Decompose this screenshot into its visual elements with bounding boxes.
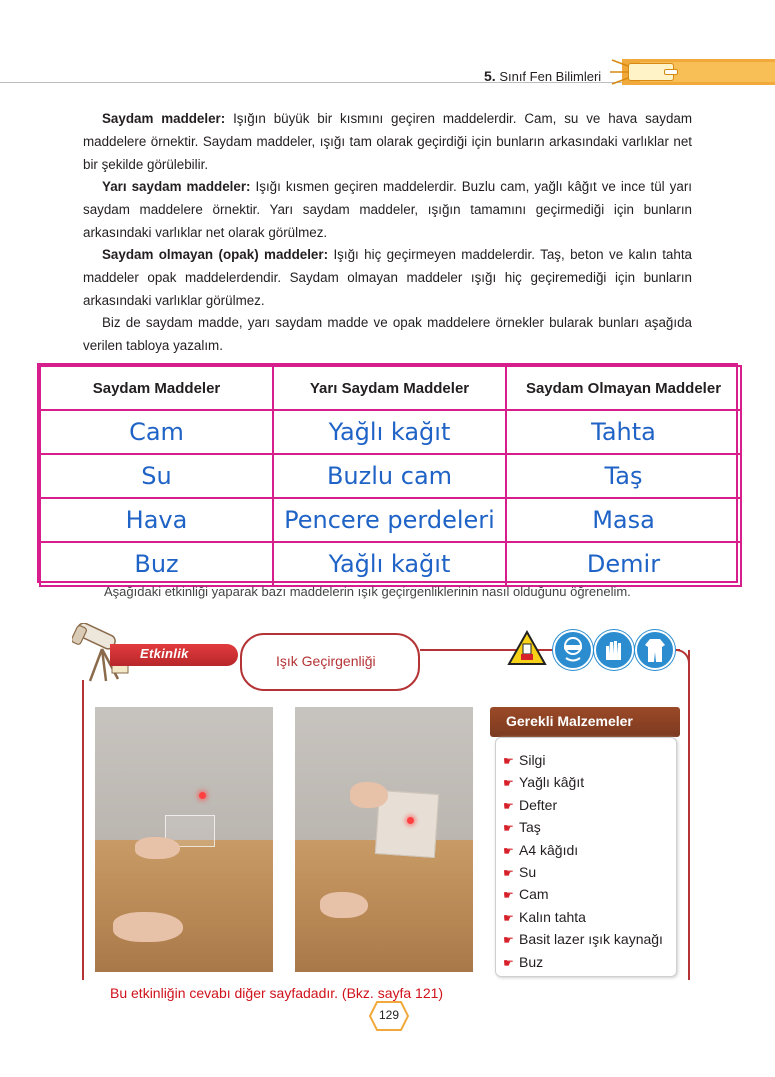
flashlight-tip-icon [664,69,678,75]
table-header-row [40,366,741,410]
list-item [503,749,663,771]
table-cell: Tahta [506,410,741,454]
pointing-hand-icon: ☛ [503,933,514,948]
activity-frame-right [688,650,690,980]
table-cell: Yağlı kağıt [273,410,506,454]
answer-reference-note: Bu etkinliğin cevabı diğer sayfadadır. (Bkz. sayfa 121) [110,985,444,1001]
light-rays-icon [608,58,630,86]
header-yari-saydam: Yarı Saydam Maddeler [273,366,506,410]
paragraph-saydam [83,108,692,176]
materials-table-grid [39,365,742,587]
term-saydam: Saydam maddeler: [102,111,226,126]
list-item [503,794,663,816]
pointing-hand-icon: ☛ [503,754,514,768]
gloves-icon [594,630,634,670]
list-item [503,771,663,793]
pointing-hand-icon: ☛ [503,776,514,791]
lab-coat-icon [635,630,675,670]
list-item [503,951,663,973]
pointing-hand-icon: ☛ [503,843,514,858]
activity-title: Işık Geçirgenliği [276,653,376,669]
goggles-icon [553,630,593,670]
experiment-photo-2 [295,707,473,972]
definition-saydam: Işığın büyük bir kısmını geçiren maddelerdir. Cam, su ve hava saydam maddelere örnektir. Saydam maddeler, ışığı tam olarak geçirdiği için bunların arkasındaki varlıklar net bir şekilde görülebilir. [83,111,693,172]
table-cell: Taş [506,454,741,498]
table-cell: Hava [40,498,273,542]
material-name: Yağlı kâğıt [519,774,585,791]
pointing-hand-icon: ☛ [503,798,514,813]
material-name: Su [519,863,537,880]
table-cell: Buzlu cam [273,454,506,498]
materials-title: Gerekli Malzemeler [506,713,633,729]
warning-icon [507,630,547,666]
table-cell: Masa [506,498,741,542]
list-item [503,861,663,883]
material-name: Taş [519,819,541,836]
list-item [503,816,663,838]
table-row [40,542,741,586]
materials-list [503,749,663,973]
activity-intro-text: Aşağıdaki etkinliği yaparak bazı maddelerin ışık geçirgenliklerinin nasıl olduğunu öğrenelim. [104,584,631,599]
material-name: Defter [519,796,558,813]
list-item [503,928,663,950]
pointing-hand-icon: ☛ [503,888,514,903]
material-name: Basit lazer ışık kaynağı [519,931,663,948]
pointing-hand-icon: ☛ [503,865,514,880]
header-opak: Saydam Olmayan Maddeler [506,366,741,410]
materials-table [37,363,738,583]
material-name: Silgi [519,752,546,768]
table-cell: Su [40,454,273,498]
definition-yari-saydam: Işığı kısmen geçiren maddelerdir. Buzlu cam, yağlı kâğıt ve ince tül yarı saydam maddelere örnektir. Yarı saydam maddeler, ışığın tamamını geçirmediği için bunların arkasındaki varlıklar net olarak görülmez. [83,179,692,240]
paragraph-opak [83,244,692,312]
header-number: 5. [484,68,496,84]
activity-frame-left [82,680,84,980]
list-item [503,839,663,861]
table-row [40,410,741,454]
material-name: Buz [519,953,544,970]
table-cell: Cam [40,410,273,454]
pointing-hand-icon: ☛ [503,955,514,970]
pointing-hand-icon: ☛ [503,910,514,925]
table-cell: Demir [506,542,741,586]
term-opak: Saydam olmayan (opak) maddeler: [102,247,329,262]
header-saydam: Saydam Maddeler [40,366,273,410]
table-cell: Buz [40,542,273,586]
page-number: 129 [378,1008,400,1022]
list-item [503,883,663,905]
paragraph-yari-saydam [83,176,692,244]
material-name: Cam [519,886,549,903]
instruction-text: Biz de saydam madde, yarı saydam madde ve opak maddelere örnekler bularak bunları aşağıda verilen tabloya yazalım. [83,315,692,353]
material-name: A4 kâğıdı [519,841,579,858]
activity-label: Etkinlik [140,646,189,661]
term-yari-saydam: Yarı saydam maddeler: [102,179,251,194]
pointing-hand-icon: ☛ [503,821,514,836]
definition-opak: Işığı hiç geçirmeyen maddelerdir. Taş, beton ve kalın tahta maddeler opak maddelerdendir. Saydam olmayan maddeler ışığı hiç geçiremediği için bunların arkasındaki varlıklar görülmez. [83,247,692,308]
table-cell: Pencere perdeleri [273,498,506,542]
table-row [40,454,741,498]
list-item [503,906,663,928]
table-cell: Yağlı kağıt [273,542,506,586]
table-row [40,498,741,542]
experiment-photo-1 [95,707,273,972]
header-subject: Sınıf Fen Bilimleri [499,69,602,84]
material-name: Kalın tahta [519,908,586,925]
header-title [484,68,601,84]
paragraph-instruction [83,312,692,358]
